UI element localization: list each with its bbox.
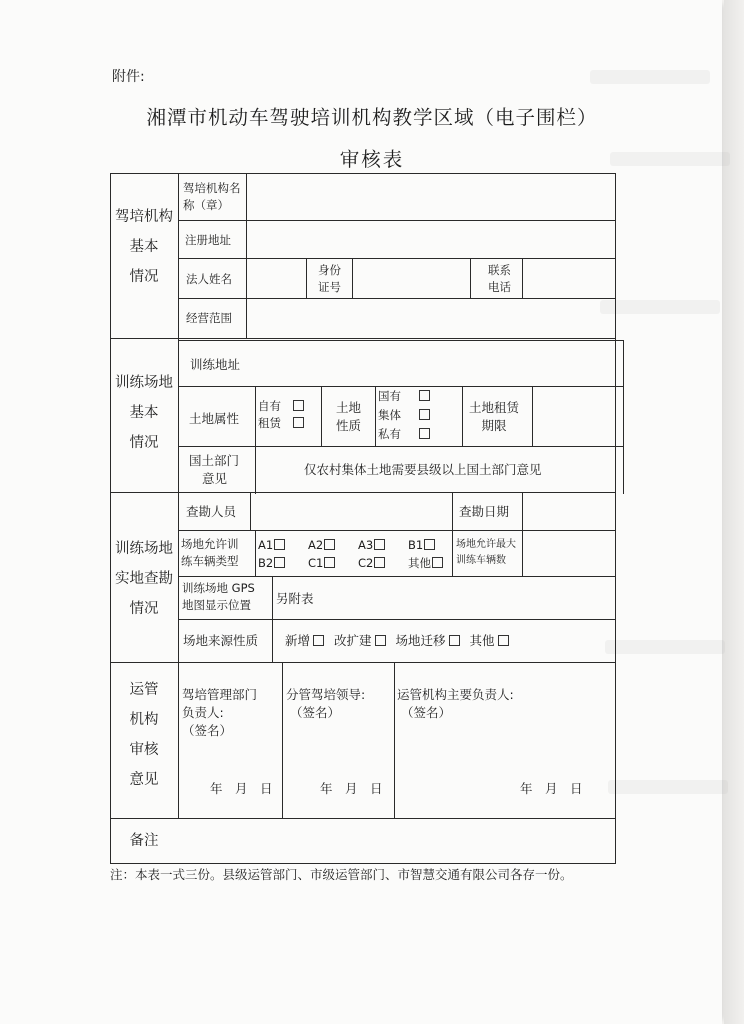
checkbox-b1[interactable] xyxy=(424,539,435,550)
checkbox-state[interactable] xyxy=(419,390,430,401)
checkbox-collective[interactable] xyxy=(419,409,430,420)
source-new: 新增 xyxy=(285,633,324,648)
attachment-label: 附件: xyxy=(112,69,145,85)
checkbox-c2[interactable] xyxy=(374,557,385,568)
vehicle-a2: A2 xyxy=(308,536,358,554)
checkbox-c1[interactable] xyxy=(324,557,335,568)
training-address-label: 训练地址 xyxy=(190,357,241,372)
checkbox-other-vehicle[interactable] xyxy=(432,557,443,568)
approval-date-3: 年 月 日 xyxy=(520,781,583,796)
lease-term-label: 土地租赁 期限 xyxy=(469,400,520,433)
source-expand: 改扩建 xyxy=(334,633,386,648)
checkbox-private[interactable] xyxy=(419,428,430,439)
checkbox-leased[interactable] xyxy=(293,417,304,428)
business-scope-label: 经营范围 xyxy=(186,311,232,325)
approval-col-leader: 分管驾培领导: （签名） xyxy=(286,687,366,720)
id-number-label: 身份 证号 xyxy=(318,263,341,294)
max-vehicles-label: 场地允许最大 训练车辆数 xyxy=(456,539,516,566)
checkbox-b2[interactable] xyxy=(274,557,285,568)
form-title: 湘潭市机动车驾驶培训机构教学区域（电子围栏） xyxy=(146,106,598,129)
approval-date-1: 年 月 日 xyxy=(210,781,273,796)
checkbox-a3[interactable] xyxy=(374,539,385,550)
vehicle-a1: A1 xyxy=(258,536,308,554)
approval-col-management: 驾培管理部门 负责人: （签名） xyxy=(182,687,258,738)
vehicle-c2: C2 xyxy=(358,554,408,572)
section-approval: 运管 机构 审核 意见 xyxy=(129,682,159,788)
checkbox-owned[interactable] xyxy=(293,400,304,411)
site-source-options xyxy=(285,632,509,650)
option-state: 国有 xyxy=(378,389,401,403)
checkbox-source-relocate[interactable] xyxy=(449,635,460,646)
legal-person-label: 法人姓名 xyxy=(186,272,232,286)
option-owned: 自有 xyxy=(258,399,281,413)
option-private: 私有 xyxy=(378,427,401,441)
survey-date-label: 查勘日期 xyxy=(459,504,510,519)
surveyor-label: 查勘人员 xyxy=(186,504,237,519)
section-site-survey: 训练场地 实地查勘 情况 xyxy=(115,541,173,617)
source-relocate: 场地迁移 xyxy=(396,633,460,648)
land-dept-label: 国土部门 意见 xyxy=(189,453,240,486)
institution-name-label: 驾培机构名 称（章） xyxy=(183,181,241,212)
vehicle-a3: A3 xyxy=(358,536,408,554)
section-site-basic: 训练场地 基本 情况 xyxy=(115,375,173,451)
checkbox-source-expand[interactable] xyxy=(375,635,386,646)
form-subtitle: 审核表 xyxy=(339,148,405,171)
option-leased: 租赁 xyxy=(258,416,281,430)
vehicle-type-options xyxy=(258,536,454,572)
section-remarks: 备注 xyxy=(129,833,159,849)
gps-value: 另附表 xyxy=(276,591,314,606)
vehicle-b1: B1 xyxy=(408,538,435,552)
land-property-label: 土地属性 xyxy=(189,411,240,426)
gps-label: 训练场地 GPS 地图显示位置 xyxy=(182,581,255,612)
land-nature-label: 土地 性质 xyxy=(336,400,362,433)
footnote: 注：本表一式三份。县级运管部门、市级运管部门、市智慧交通有限公司各存一份。 xyxy=(110,867,573,882)
land-property-options xyxy=(258,398,304,432)
vehicle-type-label: 场地允许训 练车辆类型 xyxy=(181,537,239,568)
checkbox-source-other[interactable] xyxy=(498,635,509,646)
registered-address-label: 注册地址 xyxy=(185,233,231,247)
source-other: 其他 xyxy=(470,633,509,648)
approval-date-2: 年 月 日 xyxy=(320,781,383,796)
vehicle-other: 其他 xyxy=(408,556,443,570)
vehicle-b2: B2 xyxy=(258,554,308,572)
checkbox-source-new[interactable] xyxy=(313,635,324,646)
land-nature-options xyxy=(378,387,430,444)
land-dept-note: 仅农村集体土地需要县级以上国土部门意见 xyxy=(304,462,542,477)
option-collective: 集体 xyxy=(378,408,401,422)
site-source-label: 场地来源性质 xyxy=(183,633,259,648)
approval-col-head: 运管机构主要负责人: （签名） xyxy=(397,687,514,720)
phone-label: 联系 电话 xyxy=(488,263,511,294)
checkbox-a2[interactable] xyxy=(324,539,335,550)
checkbox-a1[interactable] xyxy=(274,539,285,550)
vehicle-c1: C1 xyxy=(308,554,358,572)
section-institution: 驾培机构 基本 情况 xyxy=(115,209,173,285)
